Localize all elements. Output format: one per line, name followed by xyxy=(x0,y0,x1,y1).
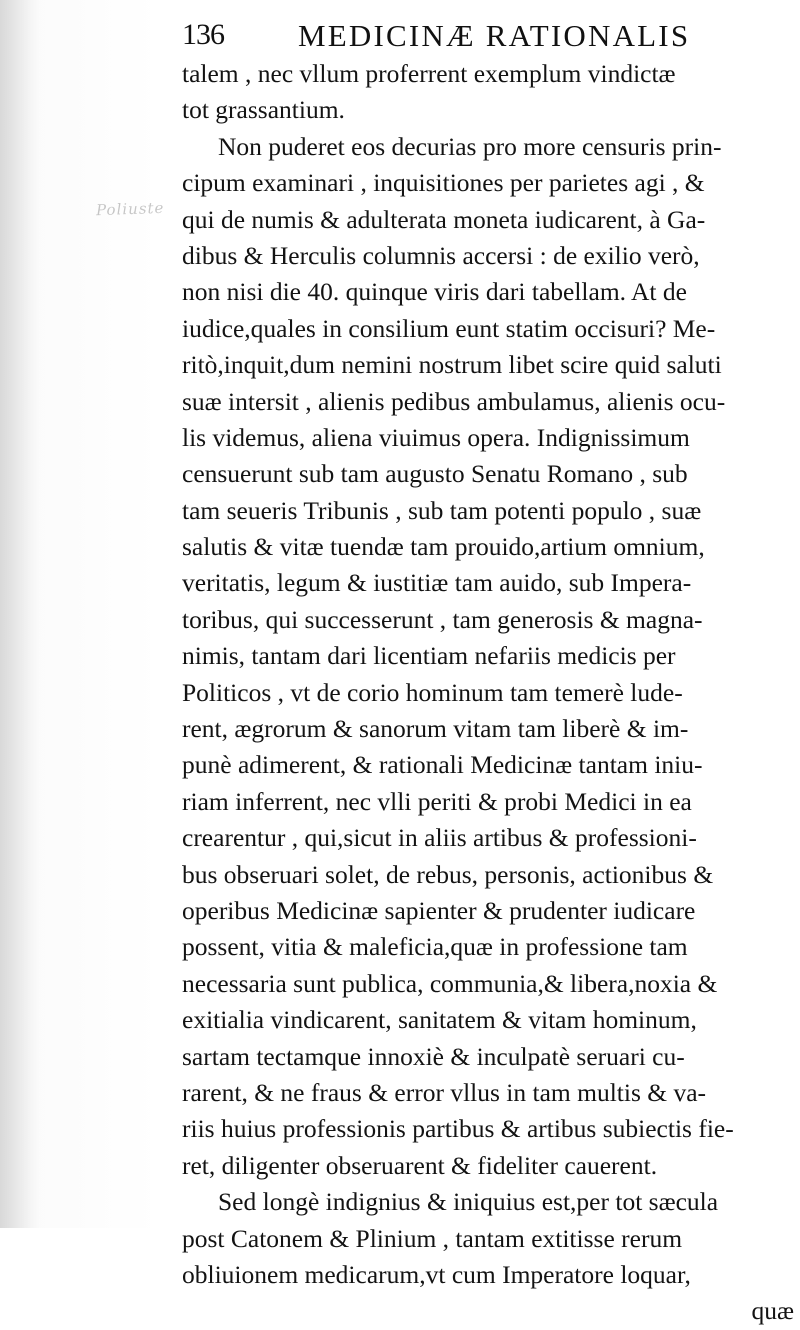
text-line: tam seueris Tribunis , sub tam potenti populo , suæ xyxy=(182,495,702,525)
running-title: MEDICINÆ RATIONALIS xyxy=(298,18,691,53)
text-line: operibus Medicinæ sapienter & prudenter iudicare xyxy=(182,895,696,925)
body-text xyxy=(182,56,798,1330)
text-line: salutis & vitæ tuendæ tam prouido,artium omnium, xyxy=(182,532,705,562)
text-line: tot grassantium. xyxy=(182,95,345,125)
text-line: toribus, qui successerunt , tam generosis & magna- xyxy=(182,604,703,634)
text-line: ritò,inquit,dum nemini nostrum libet scire quid saluti xyxy=(182,350,722,380)
text-line: obliuionem medicarum,vt cum Imperatore loquar, xyxy=(182,1259,691,1289)
bleed-through-text: Poliuste xyxy=(95,198,165,220)
text-line: necessaria sunt publica, communia,& libera,noxia & xyxy=(182,968,718,998)
text-line: qui de numis & adulterata moneta iudicarent, à Ga- xyxy=(182,204,706,234)
text-line: Sed longè indignius & iniquius est,per tot sæcula xyxy=(218,1187,719,1217)
text-line: lis videmus, aliena viuimus opera. Indignissimum xyxy=(182,422,690,452)
page-header xyxy=(180,14,710,58)
gutter-shadow xyxy=(0,0,40,1228)
text-line: possent, vitia & maleficia,quæ in professione tam xyxy=(182,932,688,962)
text-line: bus obseruari solet, de rebus, personis, actionibus & xyxy=(182,859,714,889)
text-line: riis huius professionis partibus & artibus subiectis fie- xyxy=(182,1114,734,1144)
text-line: post Catonem & Plinium , tantam extitisse rerum xyxy=(182,1223,683,1253)
text-line: riam inferrent, nec vlli periti & probi Medici in ea xyxy=(182,786,692,816)
text-line: Non puderet eos decurias pro more censuris prin- xyxy=(218,131,722,161)
text-line: cipum examinari , inquisitiones per parietes agi , & xyxy=(182,168,705,198)
text-line: Politicos , vt de corio hominum tam temerè lude- xyxy=(182,677,683,707)
text-line: ret, diligenter obseruarent & fideliter cauerent. xyxy=(182,1150,658,1180)
text-line: iudice,quales in consilium eunt statim occisuri? Me- xyxy=(182,313,716,343)
text-line: suæ intersit , alienis pedibus ambulamus, alienis ocu- xyxy=(182,386,726,416)
text-line: crearentur , qui,sicut in aliis artibus & professioni- xyxy=(182,823,697,853)
text-line: censuerunt sub tam augusto Senatu Romano , sub xyxy=(182,459,688,489)
text-line: sartam tectamque innoxiè & inculpatè seruari cu- xyxy=(182,1041,685,1071)
text-line: exitialia vindicarent, sanitatem & vitam hominum, xyxy=(182,1005,697,1035)
text-line: rent, ægrorum & sanorum vitam tam liberè & im- xyxy=(182,714,689,744)
page-number: 136 xyxy=(182,18,224,51)
text-line: veritatis, legum & iustitiæ tam auido, sub Impera- xyxy=(182,568,692,598)
catchword: quæ xyxy=(751,1296,794,1326)
text-line: punè adimerent, & rationali Medicinæ tantam iniu- xyxy=(182,750,703,780)
text-line: non nisi die 40. quinque viris dari tabellam. At de xyxy=(182,277,687,307)
text-line: nimis, tantam dari licentiam nefariis medicis per xyxy=(182,641,676,671)
text-line: dibus & Herculis columnis accersi : de exilio verò, xyxy=(182,240,700,270)
text-line: rarent, & ne fraus & error vllus in tam multis & va- xyxy=(182,1077,707,1107)
text-line: talem , nec vllum proferrent exemplum vindictæ xyxy=(182,59,676,88)
